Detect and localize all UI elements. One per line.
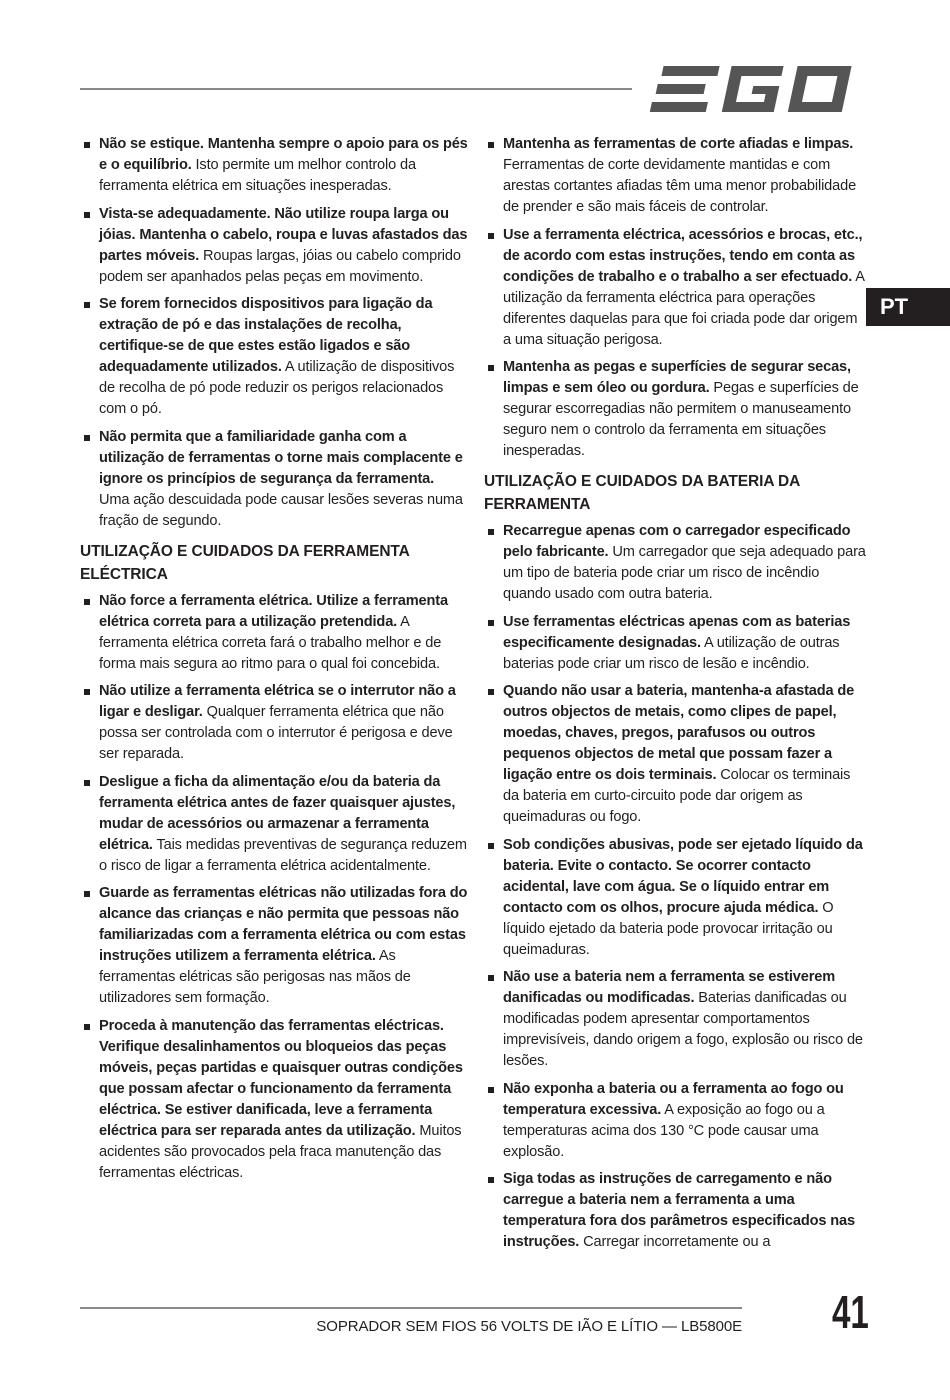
square-bullet-icon bbox=[84, 780, 90, 786]
item-bold-lead: Proceda à manutenção das ferramentas eléctricas. Verifique desalinhamentos ou bloqueios das peças móveis, peças partidas e quaisquer outras condições que possam afectar o funcionamento da ferramenta eléctrica. Se estiver danificada, leve a ferramenta eléctrica para ser reparada antes da utilização. bbox=[99, 1017, 463, 1139]
item-bold-lead: Não permita que a familiaridade ganha com a utilização de ferramentas o torne mais complacente e ignore os princípios de segurança da ferramenta. bbox=[99, 428, 463, 487]
left-column bbox=[80, 134, 468, 1190]
list-item bbox=[484, 134, 868, 218]
item-bold-lead: Mantenha as ferramentas de corte afiadas e limpas. bbox=[503, 136, 854, 152]
square-bullet-icon bbox=[488, 142, 494, 148]
item-body-text: Colocar os terminais da bateria em curto-circuito pode dar origem as queimaduras ou fogo. bbox=[503, 767, 851, 825]
item-bold-lead: Não exponha a bateria ou a ferramenta ao fogo ou temperatura excessiva. bbox=[503, 1080, 844, 1118]
right-column bbox=[484, 134, 868, 1260]
item-body-text: A ferramenta elétrica correta fará o trabalho melhor e de forma mais segura ao ritmo para o qual foi concebida. bbox=[99, 613, 442, 672]
item-body-text: Ferramentas de corte devidamente mantidas e com arestas cortantes afiadas têm uma menor probabilidade de prender e são mais fáceis de controlar. bbox=[503, 157, 857, 215]
item-bold-lead: Não force a ferramenta elétrica. Utilize a ferramenta elétrica correta para a utilização pretendida. bbox=[99, 592, 448, 630]
list-item bbox=[484, 1079, 868, 1163]
item-body-text: Tais medidas preventivas de segurança reduzem o risco de ligar a ferramenta elétrica acidentalmente. bbox=[99, 836, 467, 874]
list-item bbox=[80, 134, 468, 197]
list-item bbox=[484, 225, 868, 351]
item-bold-lead: Não utilize a ferramenta elétrica se o interrutor não a ligar e desligar. bbox=[99, 683, 456, 720]
item-body-text: Pegas e superfícies de segurar escorregadias não permitem o manuseamento seguro nem o controlo da ferramenta em situações inesperadas. bbox=[503, 380, 859, 459]
footer-rule bbox=[80, 1307, 742, 1309]
square-bullet-icon bbox=[84, 689, 90, 695]
list-item bbox=[80, 681, 468, 765]
item-body-text: Uma ação descuidada pode causar lesões severas numa fração de segundo. bbox=[99, 491, 463, 529]
item-bold-lead: Sob condições abusivas, pode ser ejetado líquido da bateria. Evite o contacto. Se ocorrer contacto acidental, lave com água. Se o líquido entrar em contacto com os olhos, procure ajuda médica. bbox=[503, 836, 863, 916]
item-bold-lead: Use a ferramenta eléctrica, acessórios e brocas, etc., de acordo com estas instruções, tendo em conta as condições de trabalho e o trabalho a ser efectuado. bbox=[503, 226, 863, 285]
item-body-text: Carregar incorretamente ou a bbox=[579, 1234, 771, 1250]
square-bullet-icon bbox=[488, 843, 494, 849]
list-item bbox=[484, 612, 868, 675]
item-bold-lead: Desligue a ficha da alimentação e/ou da bateria da ferramenta elétrica antes de fazer quaisquer ajustes, mudar de acessórios ou armazenar a ferramenta elétrica. bbox=[99, 773, 456, 853]
square-bullet-icon bbox=[84, 142, 90, 148]
item-bold-lead: Use ferramentas eléctricas apenas com as baterias especificamente designadas. bbox=[503, 613, 851, 651]
square-bullet-icon bbox=[488, 689, 494, 695]
item-bold-lead: Guarde as ferramentas elétricas não utilizadas fora do alcance das crianças e não permita que pessoas não familiarizadas com a ferramenta elétrica ou com estas instruções utilizem a ferramenta elétrica. bbox=[99, 885, 468, 964]
square-bullet-icon bbox=[488, 1087, 494, 1093]
list-item bbox=[80, 294, 468, 420]
square-bullet-icon bbox=[84, 1024, 90, 1030]
item-body-text: Roupas largas, jóias ou cabelo comprido podem ser apanhados pelas peças em movimento. bbox=[99, 247, 461, 285]
list-item bbox=[80, 204, 468, 288]
item-bold-lead: Vista-se adequadamente. Não utilize roupa larga ou jóias. Mantenha o cabelo, roupa e luvas afastados das partes móveis. bbox=[99, 205, 468, 264]
list-item bbox=[80, 591, 468, 675]
list-item bbox=[484, 967, 868, 1072]
item-body-text: Muitos acidentes são provocados pela fraca manutenção das ferramentas eléctricas. bbox=[99, 1122, 462, 1181]
footer-title: SOPRADOR SEM FIOS 56 VOLTS DE IÃO E LÍTIO — LB5800E bbox=[316, 1318, 742, 1335]
section-title-power-tool: UTILIZAÇÃO E CUIDADOS DA FERRAMENTA ELÉCTRICA bbox=[80, 542, 410, 583]
square-bullet-icon bbox=[84, 435, 90, 441]
item-body-text: Um carregador que seja adequado para um tipo de bateria pode criar um risco de incêndio quando usado com outra bateria. bbox=[503, 544, 866, 602]
item-bold-lead: Quando não usar a bateria, mantenha-a afastada de outros objectos de metais, como clipes de papel, moedas, chaves, pregos, parafusos ou outros pequenos objectos de metal que possam fazer a ligação entre os dois terminais. bbox=[503, 683, 855, 783]
item-body-text: A utilização da ferramenta eléctrica para operações diferentes daquelas para que foi criada pode dar origem a uma situação perigosa. bbox=[503, 268, 865, 348]
section-title-battery: UTILIZAÇÃO E CUIDADOS DA BATERIA DA FERRAMENTA bbox=[484, 473, 800, 513]
square-bullet-icon bbox=[84, 302, 90, 308]
item-bold-lead: Siga todas as instruções de carregamento e não carregue a bateria nem a ferramenta a uma temperatura fora dos parâmetros especificados nas instruções. bbox=[503, 1171, 855, 1250]
item-body-text: O líquido ejetado da bateria pode provocar irritação ou queimaduras. bbox=[503, 899, 834, 958]
list-item bbox=[80, 883, 468, 1009]
right-top-list bbox=[484, 134, 868, 462]
square-bullet-icon bbox=[488, 529, 494, 535]
square-bullet-icon bbox=[84, 599, 90, 605]
list-item bbox=[80, 427, 468, 532]
item-bold-lead: Recarregue apenas com o carregador especificado pelo fabricante. bbox=[503, 523, 851, 560]
list-item bbox=[484, 1169, 868, 1253]
item-bold-lead: Mantenha as pegas e superfícies de segurar secas, limpas e sem óleo ou gordura. bbox=[503, 359, 851, 396]
item-bold-lead: Não use a bateria nem a ferramenta se estiverem danificadas ou modificadas. bbox=[503, 969, 836, 1006]
item-body-text: A exposição ao fogo ou a temperaturas acima dos 130 °C pode causar uma explosão. bbox=[503, 1101, 825, 1160]
right-section-list bbox=[484, 521, 868, 1253]
item-bold-lead: Não se estique. Mantenha sempre o apoio para os pés e o equilíbrio. bbox=[99, 136, 468, 173]
page-number: 41 bbox=[832, 1286, 869, 1338]
square-bullet-icon bbox=[84, 212, 90, 218]
square-bullet-icon bbox=[488, 365, 494, 371]
square-bullet-icon bbox=[488, 975, 494, 981]
list-item bbox=[80, 1016, 468, 1184]
list-item bbox=[80, 772, 468, 877]
item-body-text: Baterias danificadas ou modificadas podem apresentar comportamentos imprevisíveis, dando origem a fogo, explosão ou risco de lesões. bbox=[503, 990, 863, 1069]
square-bullet-icon bbox=[488, 1177, 494, 1183]
item-bold-lead: Se forem fornecidos dispositivos para ligação da extração de pó e das instalações de recolha, certifique-se de que estes estão ligados e são adequadamente utilizados. bbox=[99, 296, 433, 375]
list-item bbox=[484, 357, 868, 462]
square-bullet-icon bbox=[488, 620, 494, 626]
item-body-text: As ferramentas elétricas são perigosas nas mãos de utilizadores sem formação. bbox=[99, 948, 411, 1006]
item-body-text: A utilização de outras baterias pode criar um risco de lesão e incêndio. bbox=[503, 634, 840, 672]
list-item bbox=[484, 681, 868, 828]
square-bullet-icon bbox=[488, 233, 494, 239]
item-body-text: Qualquer ferramenta elétrica que não possa ser controlada com o interrutor é perigosa e deve ser reparada. bbox=[99, 704, 453, 762]
left-section-list bbox=[80, 591, 468, 1184]
list-item bbox=[484, 521, 868, 605]
ego-logo bbox=[648, 64, 862, 114]
item-body-text: A utilização de dispositivos de recolha de pó pode reduzir os perigos relacionados com o pó. bbox=[99, 359, 455, 417]
list-item bbox=[484, 835, 868, 961]
item-body-text: Isto permite um melhor controlo da ferramenta elétrica em situações inesperadas. bbox=[99, 157, 416, 194]
square-bullet-icon bbox=[84, 891, 90, 897]
header-rule bbox=[80, 88, 632, 90]
left-top-list bbox=[80, 134, 468, 532]
language-tab: PT bbox=[866, 288, 950, 326]
